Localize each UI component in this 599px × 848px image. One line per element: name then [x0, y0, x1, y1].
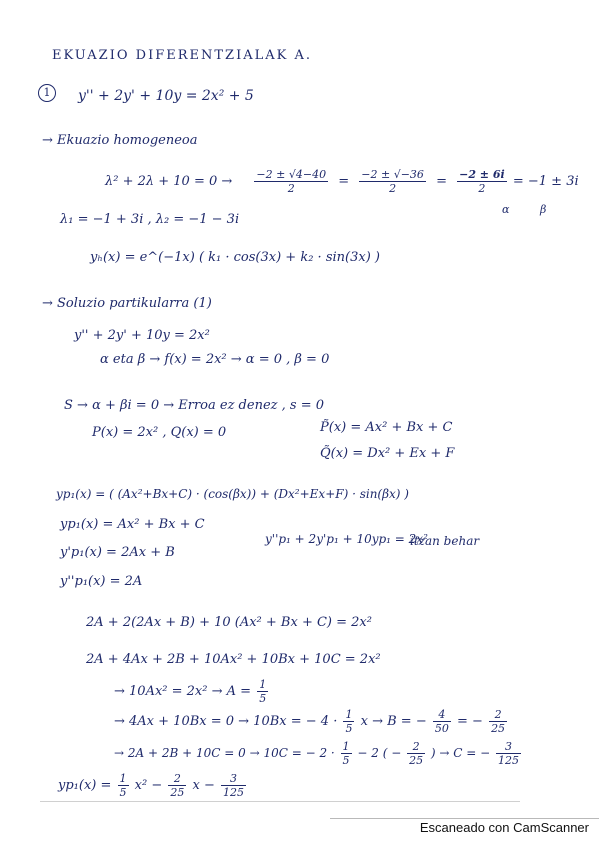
fraction-2-denominator: 2 [389, 182, 397, 195]
homogeneous-result: = −1 ± 3i [512, 174, 579, 189]
coefficient-b-fraction-2-numerator: 4 [433, 708, 451, 722]
coefficient-c-result: → C = − [439, 746, 491, 760]
fraction-3 [457, 168, 507, 195]
fraction-1-denominator: 2 [287, 182, 295, 195]
particular-heading: → Soluzio partikularra (1) [42, 296, 212, 311]
main-equation: y'' + 2y' + 10y = 2x² + 5 [78, 88, 254, 104]
coefficient-b-fraction-1-denominator: 5 [345, 722, 353, 735]
roots: λ₁ = −1 + 3i , λ₂ = −1 − 3i [60, 212, 240, 227]
coefficient-c-fraction-1-numerator: 1 [342, 740, 350, 753]
final-fraction-2-denominator: 25 [170, 786, 185, 799]
final-fraction-2 [168, 772, 186, 799]
coefficient-a-text: → 10Ax² = 2x² → A = [114, 684, 252, 699]
fraction-2 [359, 168, 426, 195]
pq-line: P(x) = 2x² , Q(x) = 0 [92, 425, 227, 440]
characteristic-text: λ² + 2λ + 10 = 0 → [105, 174, 233, 189]
coefficient-b-fraction-3-denominator: 25 [491, 722, 506, 735]
fraction-1-numerator: −2 ± √4−40 [256, 168, 327, 181]
characteristic-equation: λ² + 2λ + 10 = 0 → $\frac{-2 \pm √4-40}{2}$ = $\frac{-2 \pm √-36}{2}$ = $\frac{-2 \pm 6i}{2}$ = −1 ± 3i [105, 168, 579, 195]
coefficient-b-fraction-1 [343, 708, 354, 735]
coefficient-c-fraction-1-denominator: 5 [342, 754, 350, 767]
coefficient-b-equals: = − [457, 714, 483, 729]
coefficient-a-numerator: 1 [259, 678, 267, 691]
final-middle-1: x² − [134, 778, 163, 793]
alpha-label: α [502, 203, 510, 216]
q-tilde: Q̃(x) = Dx² + Ex + F [320, 446, 455, 461]
coefficient-c-line [114, 740, 523, 767]
scanner-divider [330, 818, 599, 819]
coefficient-b-fraction-2 [433, 708, 451, 735]
s-line: S → α + βi = 0 → Erroa ez denez , s = 0 [64, 398, 324, 413]
homogeneous-solution: yₕ(x) = e^(−1x) ( k₁ · cos(3x) + k₂ · sin(3x) ) [90, 250, 380, 265]
coefficient-c-fraction-2 [407, 740, 425, 767]
p-tilde: P̃(x) = Ax² + Bx + C [320, 420, 453, 435]
coefficient-c-fraction-3-numerator: 3 [496, 740, 521, 754]
scanner-watermark: Escaneado con CamScanner [419, 820, 589, 835]
final-fraction-1-numerator: 1 [119, 772, 127, 785]
final-fraction-3-denominator: 125 [223, 786, 245, 799]
coefficient-c-text: → 2A + 2B + 10C = 0 → 10C = − 2 · [114, 746, 335, 760]
final-middle-2: x − [192, 778, 215, 793]
coefficient-b-middle: x → B = − [360, 714, 427, 729]
fraction-3-numerator: −2 ± 6i [459, 168, 505, 181]
fraction-1 [254, 168, 328, 195]
alpha-beta-line: α eta β → f(x) = 2x² → α = 0 , β = 0 [100, 352, 330, 367]
particular-equation: y'' + 2y' + 10y = 2x² [74, 328, 210, 343]
coefficient-b-fraction-3-numerator: 2 [489, 708, 507, 722]
coefficient-c-fraction-3 [496, 740, 521, 767]
final-fraction-1-denominator: 5 [119, 786, 127, 799]
coefficient-b-fraction-2-denominator: 50 [434, 722, 449, 735]
final-fraction-3 [221, 772, 246, 799]
fraction-3-denominator: 2 [478, 182, 486, 195]
final-particular-solution [58, 772, 248, 799]
yp-first-derivative: y'p₁(x) = 2Ax + B [60, 545, 175, 560]
yp-general: yp₁(x) = ( (Ax²+Bx+C) · (cos(βx)) + (Dx²+Ex+F) · sin(βx) ) [56, 487, 409, 501]
substitution: y''p₁ + 2y'p₁ + 10yp₁ = 2x² [265, 532, 428, 546]
coefficient-b-line [114, 708, 509, 735]
coefficient-c-fraction-2-denominator: 25 [409, 754, 424, 767]
coefficient-c-middle: − 2 ( − [357, 746, 402, 760]
coefficient-b-fraction-1-numerator: 1 [345, 708, 353, 721]
final-fraction-3-numerator: 3 [221, 772, 246, 786]
problem-number: 1 [38, 84, 56, 102]
coefficient-b-text: → 4Ax + 10Bx = 0 → 10Bx = − 4 · [114, 714, 338, 729]
final-fraction-2-numerator: 2 [168, 772, 186, 786]
coefficient-a-denominator: 5 [259, 692, 267, 705]
final-fraction-1 [118, 772, 129, 799]
yp-second-derivative: y''p₁(x) = 2A [60, 574, 143, 589]
homogeneous-heading: → Ekuazio homogeneoa [42, 133, 198, 148]
coefficient-c-fraction-1 [341, 740, 352, 767]
coefficient-a-fraction [257, 678, 268, 705]
final-text: yp₁(x) = [58, 778, 112, 793]
coefficient-c-fraction-3-denominator: 125 [498, 754, 520, 767]
coefficient-c-fraction-2-numerator: 2 [407, 740, 425, 754]
expanded-line-2: 2A + 4Ax + 2B + 10Ax² + 10Bx + 10C = 2x² [86, 652, 381, 667]
page-title: EKUAZIO DIFERENTZIALAK A. [52, 48, 312, 63]
beta-label: β [540, 203, 547, 216]
coefficient-b-fraction-3 [489, 708, 507, 735]
yp: yp₁(x) = Ax² + Bx + C [60, 517, 205, 532]
page-bottom-line [40, 801, 520, 802]
substitution-note: itzan behar [410, 534, 480, 548]
coefficient-a-line [114, 678, 270, 705]
fraction-2-numerator: −2 ± √−36 [361, 168, 424, 181]
expanded-line-1: 2A + 2(2Ax + B) + 10 (Ax² + Bx + C) = 2x² [86, 615, 372, 630]
coefficient-c-close: ) [430, 746, 436, 760]
